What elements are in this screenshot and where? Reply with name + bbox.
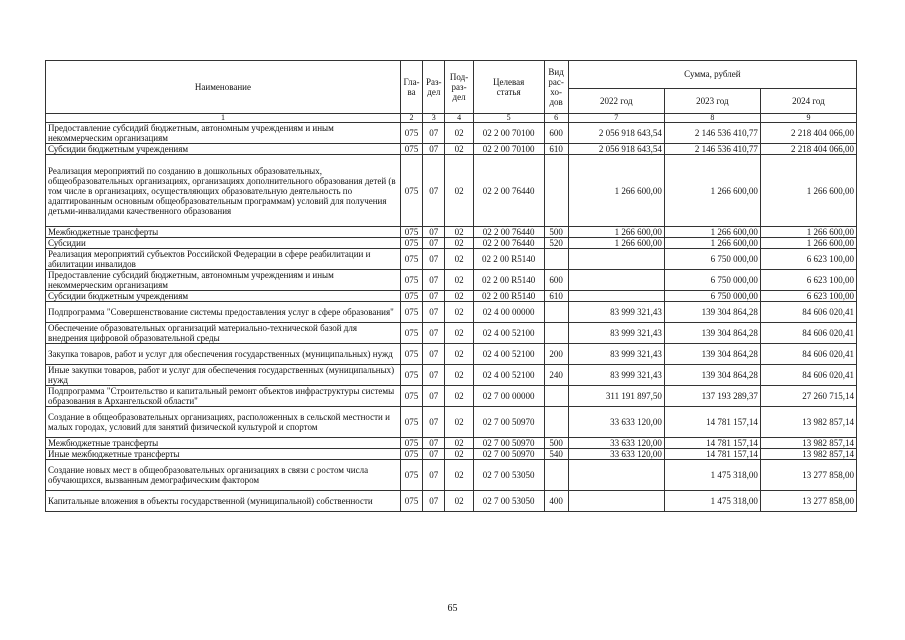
row-section: 07 (423, 238, 445, 249)
column-number: 2 (400, 114, 422, 123)
column-number: 1 (46, 114, 401, 123)
table-row (46, 438, 857, 449)
row-sum-2022: 1 266 600,00 (568, 238, 664, 249)
row-section: 07 (423, 155, 445, 227)
row-expense-type: 500 (544, 227, 568, 238)
row-subsection: 02 (445, 344, 473, 365)
row-sum-2022: 2 056 918 643,54 (568, 144, 664, 155)
row-section: 07 (423, 386, 445, 407)
budget-table (45, 60, 857, 512)
row-sum-2022: 2 056 918 643,54 (568, 123, 664, 144)
row-target-article: 02 4 00 00000 (473, 302, 544, 323)
header-subsection: Под- раз- дел (445, 61, 473, 114)
row-sum-2022 (568, 491, 664, 512)
row-target-article: 02 7 00 00000 (473, 386, 544, 407)
row-sum-2022: 33 633 120,00 (568, 407, 664, 438)
row-sum-2023: 139 304 864,28 (664, 365, 760, 386)
row-target-article: 02 4 00 52100 (473, 323, 544, 344)
row-target-article: 02 7 00 53050 (473, 460, 544, 491)
table-row (46, 407, 857, 438)
row-sum-2024: 84 606 020,41 (760, 323, 856, 344)
row-chapter: 075 (400, 249, 422, 270)
row-section: 07 (423, 365, 445, 386)
row-sum-2022: 1 266 600,00 (568, 155, 664, 227)
row-target-article: 02 7 00 53050 (473, 491, 544, 512)
row-section: 07 (423, 460, 445, 491)
row-expense-type: 400 (544, 491, 568, 512)
row-name: Реализация мероприятий по созданию в дошкольных образовательных, общеобразовательных организациях, организациях дополнительного образования детей (в том числе в организациях, осуществляющих образовательную деятельность по адаптированным основным общеобразовательным программам) условий для получения детьми-инвалидами качественного образования (46, 155, 401, 227)
row-sum-2022: 83 999 321,43 (568, 365, 664, 386)
row-sum-2023: 14 781 157,14 (664, 407, 760, 438)
row-name: Иные закупки товаров, работ и услуг для обеспечения государственных (муниципальных) нужд (46, 365, 401, 386)
row-expense-type (544, 323, 568, 344)
row-sum-2024: 2 218 404 066,00 (760, 144, 856, 155)
row-subsection: 02 (445, 123, 473, 144)
header-chapter: Гла- ва (400, 61, 422, 114)
column-number-row (46, 114, 857, 123)
header-section: Раз- дел (423, 61, 445, 114)
table-row (46, 270, 857, 291)
row-section: 07 (423, 270, 445, 291)
column-number: 9 (760, 114, 856, 123)
row-chapter: 075 (400, 438, 422, 449)
row-sum-2024: 1 266 600,00 (760, 238, 856, 249)
row-target-article: 02 7 00 50970 (473, 438, 544, 449)
row-subsection: 02 (445, 227, 473, 238)
row-sum-2023: 1 266 600,00 (664, 238, 760, 249)
row-target-article: 02 4 00 52100 (473, 365, 544, 386)
row-chapter: 075 (400, 291, 422, 302)
header-year-2022: 2022 год (568, 88, 664, 113)
row-target-article: 02 2 00 R5140 (473, 270, 544, 291)
row-sum-2023: 139 304 864,28 (664, 323, 760, 344)
row-name: Субсидии бюджетным учреждениям (46, 291, 401, 302)
row-sum-2022: 33 633 120,00 (568, 449, 664, 460)
row-chapter: 075 (400, 491, 422, 512)
row-expense-type: 500 (544, 438, 568, 449)
row-sum-2022: 83 999 321,43 (568, 302, 664, 323)
row-expense-type (544, 407, 568, 438)
row-expense-type: 610 (544, 291, 568, 302)
header-year-2024: 2024 год (760, 88, 856, 113)
row-chapter: 075 (400, 460, 422, 491)
row-target-article: 02 2 00 76440 (473, 227, 544, 238)
row-expense-type: 600 (544, 123, 568, 144)
row-subsection: 02 (445, 407, 473, 438)
row-expense-type: 520 (544, 238, 568, 249)
row-target-article: 02 7 00 50970 (473, 449, 544, 460)
table-row (46, 491, 857, 512)
row-sum-2024: 1 266 600,00 (760, 227, 856, 238)
row-chapter: 075 (400, 302, 422, 323)
row-sum-2022 (568, 249, 664, 270)
row-name: Субсидии бюджетным учреждениям (46, 144, 401, 155)
row-name: Предоставление субсидий бюджетным, автономным учреждениям и иным некоммерческим организациям (46, 270, 401, 291)
row-sum-2022: 1 266 600,00 (568, 227, 664, 238)
page-number: 65 (447, 603, 458, 614)
row-section: 07 (423, 323, 445, 344)
column-number: 3 (423, 114, 445, 123)
row-name: Межбюджетные трансферты (46, 227, 401, 238)
row-sum-2023: 14 781 157,14 (664, 438, 760, 449)
row-subsection: 02 (445, 460, 473, 491)
row-target-article: 02 2 00 70100 (473, 123, 544, 144)
row-chapter: 075 (400, 238, 422, 249)
row-expense-type (544, 155, 568, 227)
row-chapter: 075 (400, 386, 422, 407)
table-row (46, 238, 857, 249)
table-row (46, 155, 857, 227)
row-expense-type: 240 (544, 365, 568, 386)
row-sum-2022 (568, 291, 664, 302)
row-sum-2024: 13 982 857,14 (760, 438, 856, 449)
row-subsection: 02 (445, 386, 473, 407)
row-name: Подпрограмма "Совершенствование системы предоставления услуг в сфере образования" (46, 302, 401, 323)
row-section: 07 (423, 438, 445, 449)
header-year-2023: 2023 год (664, 88, 760, 113)
row-section: 07 (423, 291, 445, 302)
row-subsection: 02 (445, 144, 473, 155)
table-row (46, 144, 857, 155)
column-number: 7 (568, 114, 664, 123)
row-chapter: 075 (400, 449, 422, 460)
row-sum-2022: 311 191 897,50 (568, 386, 664, 407)
row-subsection: 02 (445, 302, 473, 323)
row-section: 07 (423, 249, 445, 270)
row-chapter: 075 (400, 227, 422, 238)
row-subsection: 02 (445, 270, 473, 291)
row-expense-type (544, 302, 568, 323)
row-name: Реализация мероприятий субъектов Российской Федерации в сфере реабилитации и абилитации инвалидов (46, 249, 401, 270)
row-sum-2023: 6 750 000,00 (664, 249, 760, 270)
row-name: Обеспечение образовательных организаций материально-технической базой для внедрения цифровой образовательной среды (46, 323, 401, 344)
table-row (46, 344, 857, 365)
row-sum-2024: 2 218 404 066,00 (760, 123, 856, 144)
row-chapter: 075 (400, 407, 422, 438)
table-body (46, 123, 857, 512)
row-sum-2022: 83 999 321,43 (568, 323, 664, 344)
row-subsection: 02 (445, 323, 473, 344)
column-number: 5 (473, 114, 544, 123)
row-subsection: 02 (445, 365, 473, 386)
row-chapter: 075 (400, 323, 422, 344)
row-section: 07 (423, 302, 445, 323)
row-sum-2023: 1 266 600,00 (664, 155, 760, 227)
header-target-article: Целевая статья (473, 61, 544, 114)
table-row (46, 365, 857, 386)
row-section: 07 (423, 144, 445, 155)
row-name: Создание в общеобразовательных организациях, расположенных в сельской местности и малых городах, условий для занятий физической культурой и спортом (46, 407, 401, 438)
row-expense-type: 540 (544, 449, 568, 460)
row-target-article: 02 7 00 50970 (473, 407, 544, 438)
table-row (46, 249, 857, 270)
row-expense-type: 610 (544, 144, 568, 155)
table-row (46, 460, 857, 491)
row-name: Капитальные вложения в объекты государственной (муниципальной) собственности (46, 491, 401, 512)
row-section: 07 (423, 407, 445, 438)
row-sum-2023: 139 304 864,28 (664, 302, 760, 323)
row-section: 07 (423, 449, 445, 460)
header-expense-type: Вид рас- хо- дов (544, 61, 568, 114)
row-chapter: 075 (400, 155, 422, 227)
row-sum-2022: 33 633 120,00 (568, 438, 664, 449)
row-chapter: 075 (400, 270, 422, 291)
column-number: 4 (445, 114, 473, 123)
row-expense-type (544, 460, 568, 491)
row-name: Межбюджетные трансферты (46, 438, 401, 449)
row-sum-2024: 13 277 858,00 (760, 460, 856, 491)
table-row (46, 386, 857, 407)
row-name: Иные межбюджетные трансферты (46, 449, 401, 460)
row-sum-2022: 83 999 321,43 (568, 344, 664, 365)
row-section: 07 (423, 123, 445, 144)
row-name: Создание новых мест в общеобразовательных организациях в связи с ростом числа обучающихся, вызванным демографическим фактором (46, 460, 401, 491)
row-target-article: 02 2 00 R5140 (473, 291, 544, 302)
row-sum-2023: 6 750 000,00 (664, 270, 760, 291)
row-sum-2024: 1 266 600,00 (760, 155, 856, 227)
table-row (46, 323, 857, 344)
row-expense-type: 200 (544, 344, 568, 365)
row-sum-2022 (568, 460, 664, 491)
table-row (46, 449, 857, 460)
row-sum-2023: 1 475 318,00 (664, 460, 760, 491)
row-sum-2023: 14 781 157,14 (664, 449, 760, 460)
row-name: Закупка товаров, работ и услуг для обеспечения государственных (муниципальных) нужд (46, 344, 401, 365)
row-sum-2023: 1 266 600,00 (664, 227, 760, 238)
row-section: 07 (423, 491, 445, 512)
row-target-article: 02 2 00 76440 (473, 155, 544, 227)
table-row (46, 123, 857, 144)
row-chapter: 075 (400, 123, 422, 144)
row-subsection: 02 (445, 249, 473, 270)
row-chapter: 075 (400, 365, 422, 386)
row-sum-2023: 137 193 289,37 (664, 386, 760, 407)
table-row (46, 227, 857, 238)
row-target-article: 02 4 00 52100 (473, 344, 544, 365)
row-sum-2024: 6 623 100,00 (760, 270, 856, 291)
row-sum-2024: 6 623 100,00 (760, 249, 856, 270)
row-sum-2024: 84 606 020,41 (760, 344, 856, 365)
row-sum-2024: 13 982 857,14 (760, 449, 856, 460)
row-expense-type: 600 (544, 270, 568, 291)
header-name: Наименование (46, 61, 401, 114)
row-subsection: 02 (445, 155, 473, 227)
header-sum: Сумма, рублей (568, 61, 856, 89)
row-sum-2024: 13 277 858,00 (760, 491, 856, 512)
row-chapter: 075 (400, 344, 422, 365)
row-name: Подпрограмма "Строительство и капитальный ремонт объектов инфраструктуры системы образования в Архангельской области" (46, 386, 401, 407)
row-chapter: 075 (400, 144, 422, 155)
row-sum-2022 (568, 270, 664, 291)
column-number: 8 (664, 114, 760, 123)
row-subsection: 02 (445, 238, 473, 249)
row-target-article: 02 2 00 70100 (473, 144, 544, 155)
row-sum-2024: 84 606 020,41 (760, 302, 856, 323)
row-section: 07 (423, 344, 445, 365)
row-sum-2023: 2 146 536 410,77 (664, 123, 760, 144)
table-row (46, 291, 857, 302)
row-expense-type (544, 386, 568, 407)
row-target-article: 02 2 00 R5140 (473, 249, 544, 270)
row-sum-2024: 84 606 020,41 (760, 365, 856, 386)
row-sum-2024: 27 260 715,14 (760, 386, 856, 407)
row-target-article: 02 2 00 76440 (473, 238, 544, 249)
row-subsection: 02 (445, 291, 473, 302)
row-sum-2023: 6 750 000,00 (664, 291, 760, 302)
row-subsection: 02 (445, 438, 473, 449)
table-row (46, 302, 857, 323)
row-section: 07 (423, 227, 445, 238)
column-number: 6 (544, 114, 568, 123)
row-subsection: 02 (445, 449, 473, 460)
row-sum-2023: 139 304 864,28 (664, 344, 760, 365)
row-subsection: 02 (445, 491, 473, 512)
row-sum-2024: 6 623 100,00 (760, 291, 856, 302)
row-expense-type (544, 249, 568, 270)
row-name: Субсидии (46, 238, 401, 249)
row-sum-2023: 2 146 536 410,77 (664, 144, 760, 155)
row-sum-2023: 1 475 318,00 (664, 491, 760, 512)
row-name: Предоставление субсидий бюджетным, автономным учреждениям и иным некоммерческим организациям (46, 123, 401, 144)
row-sum-2024: 13 982 857,14 (760, 407, 856, 438)
